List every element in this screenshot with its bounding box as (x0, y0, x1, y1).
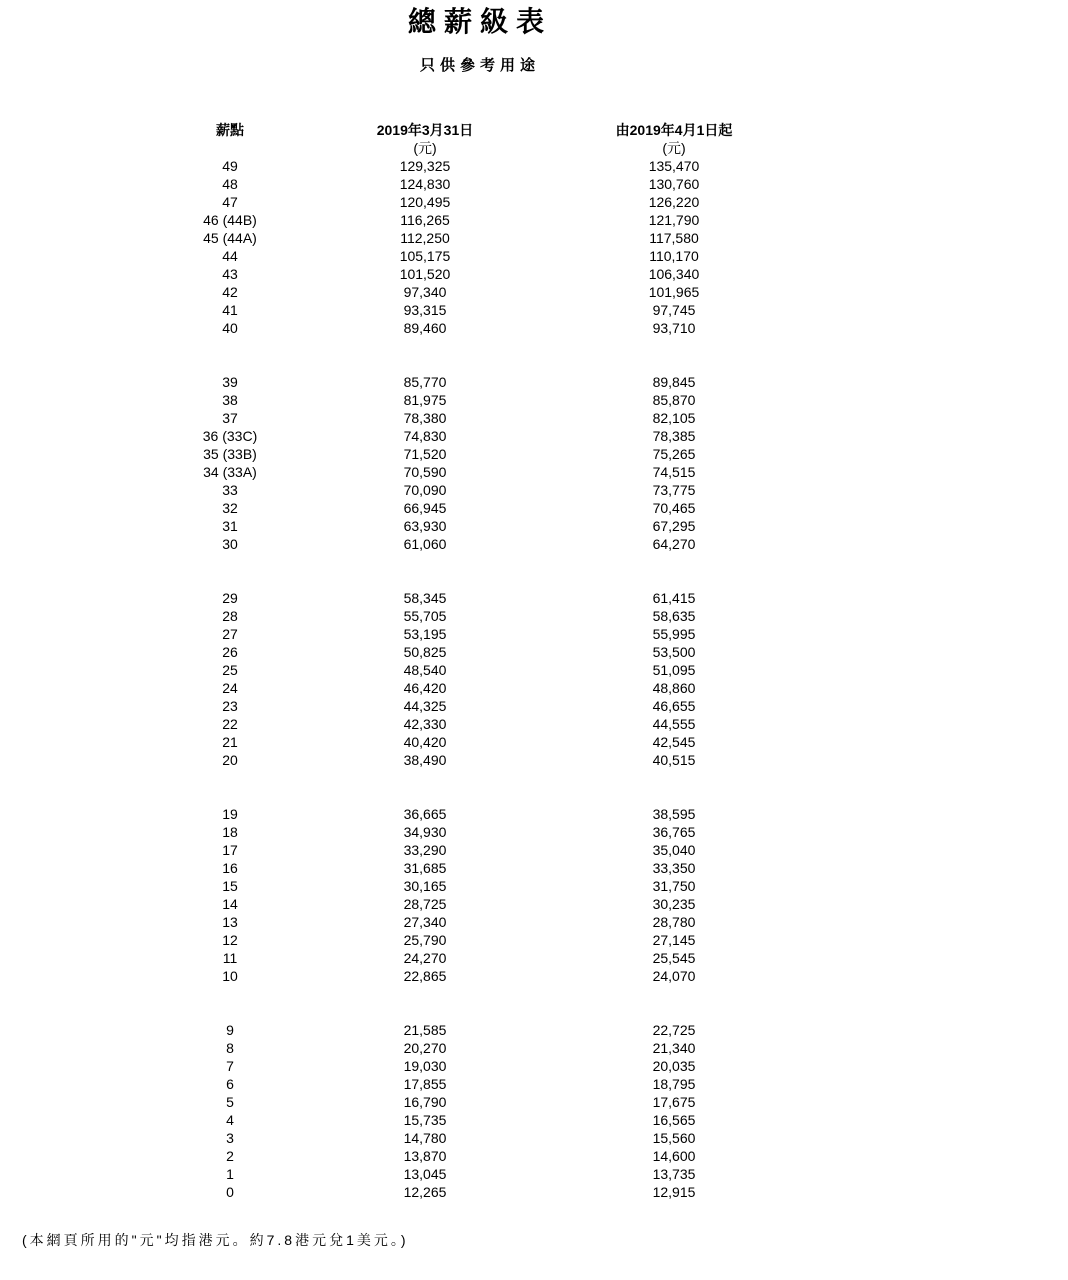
salary-point-cell: 16 (222, 860, 238, 876)
table-row (0, 877, 1068, 895)
salary-point-cell: 34 (33A) (203, 464, 257, 480)
amount-after-cell: 117,580 (649, 230, 699, 246)
amount-before-cell: 70,090 (403, 482, 447, 498)
salary-point-cell: 22 (222, 716, 238, 732)
salary-point-cell: 49 (222, 158, 238, 174)
salary-point-cell: 6 (226, 1076, 234, 1092)
amount-before-cell: 124,830 (399, 176, 451, 192)
table-row (0, 535, 1068, 553)
amount-after-cell: 135,470 (648, 158, 700, 174)
table-row (0, 427, 1068, 445)
amount-after-cell: 74,515 (652, 464, 696, 480)
unit-before: (元) (413, 140, 437, 156)
table-row (0, 1147, 1068, 1165)
salary-point-cell: 7 (226, 1058, 234, 1074)
amount-before-cell: 17,855 (403, 1076, 447, 1092)
salary-point-cell: 36 (33C) (202, 428, 258, 444)
amount-before-cell: 74,830 (403, 428, 447, 444)
amount-before-cell: 93,315 (403, 302, 447, 318)
amount-before-cell: 20,270 (403, 1040, 447, 1056)
amount-after-cell: 130,760 (648, 176, 700, 192)
salary-point-cell: 9 (226, 1022, 234, 1038)
amount-before-cell: 28,725 (403, 896, 447, 912)
amount-before-cell: 48,540 (403, 662, 447, 678)
amount-after-cell: 15,560 (652, 1130, 696, 1146)
amount-before-cell: 38,490 (403, 752, 447, 768)
salary-point-cell: 25 (222, 662, 238, 678)
salary-point-cell: 23 (222, 698, 238, 714)
amount-before-cell: 31,685 (403, 860, 447, 876)
amount-after-cell: 53,500 (652, 644, 696, 660)
table-row (0, 751, 1068, 769)
table-row (0, 1165, 1068, 1183)
amount-after-cell: 40,515 (652, 752, 696, 768)
salary-point-cell: 27 (222, 626, 238, 642)
amount-before-cell: 50,825 (403, 644, 447, 660)
table-row (0, 589, 1068, 607)
amount-after-cell: 64,270 (652, 536, 696, 552)
salary-point-cell: 18 (222, 824, 238, 840)
table-row (0, 517, 1068, 535)
amount-after-cell: 44,555 (652, 716, 696, 732)
table-group (0, 157, 1068, 337)
amount-before-cell: 116,265 (400, 212, 450, 228)
amount-before-cell: 36,665 (403, 806, 447, 822)
table-row (0, 391, 1068, 409)
salary-point-cell: 42 (222, 284, 238, 300)
amount-after-cell: 85,870 (652, 392, 696, 408)
amount-before-cell: 81,975 (403, 392, 447, 408)
amount-after-cell: 106,340 (648, 266, 700, 282)
salary-point-cell: 19 (222, 806, 238, 822)
table-row (0, 625, 1068, 643)
salary-point-cell: 11 (222, 950, 238, 966)
salary-point-cell: 1 (226, 1166, 234, 1182)
table-row (0, 913, 1068, 931)
amount-before-cell: 53,195 (403, 626, 447, 642)
amount-after-cell: 55,995 (652, 626, 696, 642)
table-row (0, 229, 1068, 247)
table-row (0, 1039, 1068, 1057)
salary-point-cell: 10 (222, 968, 238, 984)
table-row (0, 157, 1068, 175)
amount-before-cell: 112,250 (400, 230, 450, 246)
salary-point-cell: 31 (222, 518, 238, 534)
amount-after-cell: 97,745 (652, 302, 696, 318)
currency-note: (本網頁所用的"元"均指港元。約7.8港元兌1美元。) (22, 1232, 409, 1248)
salary-point-cell: 39 (222, 374, 238, 390)
amount-before-cell: 89,460 (403, 320, 447, 336)
amount-after-cell: 101,965 (648, 284, 700, 300)
salary-point-cell: 29 (222, 590, 238, 606)
salary-point-cell: 15 (222, 878, 238, 894)
table-row (0, 1021, 1068, 1039)
table-row (0, 715, 1068, 733)
unit-after: (元) (662, 140, 686, 156)
table-row (0, 499, 1068, 517)
amount-after-cell: 17,675 (652, 1094, 696, 1110)
salary-point-cell: 46 (44B) (203, 212, 257, 228)
table-row (0, 463, 1068, 481)
amount-after-cell: 22,725 (652, 1022, 696, 1038)
salary-point-cell: 41 (222, 302, 238, 318)
table-row (0, 319, 1068, 337)
salary-point-cell: 28 (222, 608, 238, 624)
amount-after-cell: 42,545 (652, 734, 696, 750)
amount-after-cell: 61,415 (652, 590, 696, 606)
header-before-date: 2019年3月31日 (376, 122, 474, 138)
amount-before-cell: 44,325 (403, 698, 447, 714)
table-group (0, 805, 1068, 985)
amount-before-cell: 13,870 (403, 1148, 447, 1164)
salary-point-cell: 14 (222, 896, 238, 912)
table-row (0, 697, 1068, 715)
amount-after-cell: 30,235 (652, 896, 696, 912)
salary-point-cell: 8 (226, 1040, 234, 1056)
amount-before-cell: 34,930 (403, 824, 447, 840)
amount-before-cell: 61,060 (403, 536, 447, 552)
amount-after-cell: 28,780 (652, 914, 696, 930)
amount-before-cell: 63,930 (403, 518, 447, 534)
amount-after-cell: 12,915 (652, 1184, 696, 1200)
amount-before-cell: 16,790 (403, 1094, 447, 1110)
amount-before-cell: 105,175 (399, 248, 451, 264)
header-salary-point: 薪點 (216, 122, 244, 138)
amount-after-cell: 46,655 (652, 698, 696, 714)
amount-before-cell: 58,345 (403, 590, 447, 606)
table-row (0, 1129, 1068, 1147)
amount-after-cell: 70,465 (652, 500, 696, 516)
table-row (0, 841, 1068, 859)
amount-after-cell: 31,750 (652, 878, 696, 894)
amount-after-cell: 73,775 (652, 482, 696, 498)
amount-after-cell: 21,340 (652, 1040, 696, 1056)
amount-after-cell: 110,170 (649, 248, 699, 264)
amount-before-cell: 27,340 (403, 914, 447, 930)
salary-point-cell: 26 (222, 644, 238, 660)
amount-before-cell: 55,705 (403, 608, 447, 624)
salary-table (0, 157, 1068, 1237)
amount-before-cell: 66,945 (403, 500, 447, 516)
salary-point-cell: 20 (222, 752, 238, 768)
amount-before-cell: 97,340 (403, 284, 447, 300)
salary-point-cell: 37 (222, 410, 238, 426)
amount-before-cell: 85,770 (403, 374, 447, 390)
amount-after-cell: 75,265 (652, 446, 696, 462)
table-row (0, 661, 1068, 679)
table-row (0, 733, 1068, 751)
amount-before-cell: 13,045 (403, 1166, 447, 1182)
amount-after-cell: 36,765 (652, 824, 696, 840)
amount-before-cell: 40,420 (403, 734, 447, 750)
salary-point-cell: 45 (44A) (203, 230, 257, 246)
table-row (0, 967, 1068, 985)
amount-after-cell: 24,070 (652, 968, 696, 984)
amount-after-cell: 13,735 (652, 1166, 696, 1182)
amount-after-cell: 33,350 (652, 860, 696, 876)
amount-after-cell: 14,600 (652, 1148, 696, 1164)
table-row (0, 931, 1068, 949)
salary-point-cell: 48 (222, 176, 238, 192)
table-row (0, 679, 1068, 697)
amount-after-cell: 126,220 (648, 194, 700, 210)
amount-before-cell: 129,325 (399, 158, 451, 174)
amount-before-cell: 22,865 (403, 968, 447, 984)
salary-point-cell: 47 (222, 194, 238, 210)
salary-point-cell: 0 (226, 1184, 234, 1200)
header-after-date: 由2019年4月1日起 (615, 122, 733, 138)
table-row (0, 1183, 1068, 1201)
amount-after-cell: 18,795 (652, 1076, 696, 1092)
salary-point-cell: 43 (222, 266, 238, 282)
table-row (0, 1093, 1068, 1111)
salary-point-cell: 44 (222, 248, 238, 264)
amount-before-cell: 101,520 (399, 266, 451, 282)
table-row (0, 895, 1068, 913)
amount-after-cell: 78,385 (652, 428, 696, 444)
amount-after-cell: 93,710 (652, 320, 696, 336)
table-row (0, 1111, 1068, 1129)
table-row (0, 373, 1068, 391)
salary-point-cell: 3 (226, 1130, 234, 1146)
amount-after-cell: 35,040 (652, 842, 696, 858)
amount-before-cell: 120,495 (399, 194, 451, 210)
table-row (0, 265, 1068, 283)
amount-before-cell: 24,270 (403, 950, 447, 966)
amount-after-cell: 48,860 (652, 680, 696, 696)
amount-after-cell: 25,545 (652, 950, 696, 966)
table-row (0, 1075, 1068, 1093)
salary-point-cell: 30 (222, 536, 238, 552)
salary-point-cell: 17 (222, 842, 238, 858)
amount-after-cell: 121,790 (648, 212, 700, 228)
table-row (0, 481, 1068, 499)
amount-before-cell: 25,790 (403, 932, 447, 948)
amount-before-cell: 30,165 (403, 878, 447, 894)
salary-point-cell: 4 (226, 1112, 234, 1128)
amount-after-cell: 89,845 (652, 374, 696, 390)
amount-before-cell: 33,290 (403, 842, 447, 858)
salary-point-cell: 40 (222, 320, 238, 336)
salary-point-cell: 21 (222, 734, 238, 750)
salary-point-cell: 2 (226, 1148, 234, 1164)
table-row (0, 247, 1068, 265)
amount-before-cell: 21,585 (403, 1022, 447, 1038)
amount-after-cell: 38,595 (652, 806, 696, 822)
table-group (0, 589, 1068, 769)
table-row (0, 301, 1068, 319)
amount-before-cell: 70,590 (403, 464, 447, 480)
salary-point-cell: 32 (222, 500, 238, 516)
salary-point-cell: 33 (222, 482, 238, 498)
table-row (0, 211, 1068, 229)
table-row (0, 949, 1068, 967)
amount-after-cell: 20,035 (652, 1058, 696, 1074)
amount-after-cell: 82,105 (652, 410, 696, 426)
amount-before-cell: 71,520 (403, 446, 447, 462)
table-group (0, 1021, 1068, 1201)
amount-before-cell: 42,330 (403, 716, 447, 732)
table-row (0, 283, 1068, 301)
amount-before-cell: 78,380 (403, 410, 447, 426)
table-row (0, 445, 1068, 463)
salary-point-cell: 38 (222, 392, 238, 408)
page-title: 總薪級表 (407, 6, 552, 37)
amount-after-cell: 51,095 (652, 662, 696, 678)
table-row (0, 643, 1068, 661)
salary-point-cell: 5 (226, 1094, 234, 1110)
page-subtitle: 只供參考用途 (419, 57, 540, 74)
table-row (0, 409, 1068, 427)
table-row (0, 193, 1068, 211)
amount-after-cell: 67,295 (652, 518, 696, 534)
table-row (0, 175, 1068, 193)
salary-point-cell: 35 (33B) (203, 446, 257, 462)
amount-after-cell: 58,635 (652, 608, 696, 624)
table-row (0, 805, 1068, 823)
table-row (0, 1057, 1068, 1075)
table-group (0, 373, 1068, 553)
salary-point-cell: 24 (222, 680, 238, 696)
amount-after-cell: 27,145 (652, 932, 696, 948)
amount-before-cell: 46,420 (403, 680, 447, 696)
salary-point-cell: 13 (222, 914, 238, 930)
amount-before-cell: 14,780 (403, 1130, 447, 1146)
amount-before-cell: 19,030 (403, 1058, 447, 1074)
amount-before-cell: 15,735 (403, 1112, 447, 1128)
table-row (0, 607, 1068, 625)
amount-before-cell: 12,265 (403, 1184, 447, 1200)
table-row (0, 859, 1068, 877)
table-row (0, 823, 1068, 841)
amount-after-cell: 16,565 (652, 1112, 696, 1128)
salary-point-cell: 12 (222, 932, 238, 948)
